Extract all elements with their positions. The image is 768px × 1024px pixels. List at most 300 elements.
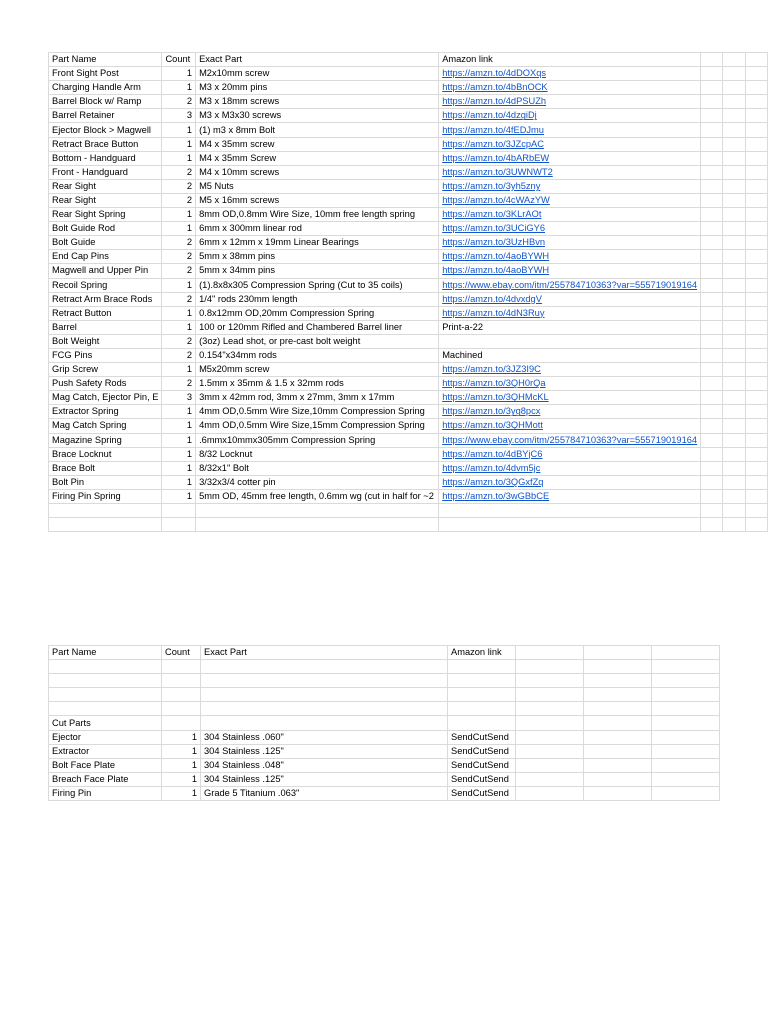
empty-cell[interactable] (745, 193, 767, 207)
empty-cell[interactable] (701, 433, 723, 447)
empty-cell[interactable] (701, 320, 723, 334)
empty-cell[interactable] (584, 744, 652, 758)
part-name-cell[interactable]: Bolt Face Plate (49, 758, 162, 772)
part-name-cell[interactable]: Front Sight Post (49, 67, 162, 81)
part-name-cell[interactable]: Magazine Spring (49, 433, 162, 447)
empty-cell[interactable] (745, 419, 767, 433)
amazon-link-cell[interactable] (439, 518, 701, 532)
empty-cell[interactable] (745, 433, 767, 447)
amazon-link[interactable]: https://amzn.to/3QH0rQa (442, 378, 546, 389)
empty-cell[interactable] (745, 67, 767, 81)
amazon-link-cell[interactable] (439, 236, 701, 250)
empty-cell[interactable] (745, 391, 767, 405)
amazon-link-cell[interactable] (439, 165, 701, 179)
exact-part-cell[interactable] (201, 702, 448, 716)
count-cell[interactable]: 2 (162, 236, 196, 250)
amazon-link-cell[interactable] (439, 208, 701, 222)
empty-cell[interactable] (723, 292, 745, 306)
amazon-link[interactable]: https://amzn.to/3yg8pcx (442, 406, 541, 417)
empty-cell[interactable] (516, 688, 584, 702)
amazon-link[interactable]: https://amzn.to/4dvm5jc (442, 462, 541, 473)
exact-part-cell[interactable] (201, 674, 448, 688)
empty-cell[interactable] (745, 151, 767, 165)
exact-part-cell[interactable]: 304 Stainless .048" (201, 758, 448, 772)
count-cell[interactable]: 1 (162, 278, 196, 292)
empty-cell[interactable] (701, 264, 723, 278)
empty-cell[interactable] (701, 109, 723, 123)
empty-cell[interactable] (701, 419, 723, 433)
count-cell[interactable]: 1 (162, 475, 196, 489)
part-name-cell[interactable]: Firing Pin Spring (49, 489, 162, 503)
exact-part-cell[interactable]: M3 x M3x30 screws (196, 109, 439, 123)
amazon-link-cell[interactable]: Machined (439, 348, 701, 362)
amazon-link-cell[interactable] (448, 674, 516, 688)
empty-cell[interactable] (745, 363, 767, 377)
empty-cell[interactable] (701, 334, 723, 348)
count-cell[interactable]: 1 (162, 461, 196, 475)
empty-cell[interactable] (701, 391, 723, 405)
exact-part-cell[interactable]: M4 x 35mm screw (196, 137, 439, 151)
empty-cell[interactable] (701, 278, 723, 292)
amazon-link[interactable]: https://amzn.to/3UzHBvn (442, 237, 546, 248)
empty-cell[interactable] (701, 504, 723, 518)
empty-cell[interactable] (745, 489, 767, 503)
header-amazon-link[interactable]: Amazon link (439, 53, 701, 67)
empty-cell[interactable] (723, 165, 745, 179)
empty-cell[interactable] (516, 744, 584, 758)
part-name-cell[interactable]: Bolt Guide Rod (49, 222, 162, 236)
amazon-link[interactable]: https://amzn.to/3yh5zny (442, 180, 541, 191)
count-cell[interactable]: 1 (162, 208, 196, 222)
part-name-cell[interactable]: Mag Catch Spring (49, 419, 162, 433)
empty-cell[interactable] (745, 81, 767, 95)
empty-cell[interactable] (723, 334, 745, 348)
amazon-link-cell[interactable] (439, 391, 701, 405)
empty-cell[interactable] (745, 53, 767, 67)
amazon-link[interactable]: https://amzn.to/4dBYjC6 (442, 448, 543, 459)
amazon-link-cell[interactable] (439, 109, 701, 123)
empty-cell[interactable] (745, 222, 767, 236)
part-name-cell[interactable]: Bolt Pin (49, 475, 162, 489)
empty-cell[interactable] (723, 109, 745, 123)
count-cell[interactable] (162, 688, 201, 702)
amazon-link-cell[interactable]: SendCutSend (448, 744, 516, 758)
part-name-cell[interactable]: Barrel Block w/ Ramp (49, 95, 162, 109)
amazon-link[interactable]: https://amzn.to/4bBnOCK (442, 82, 548, 93)
empty-cell[interactable] (701, 447, 723, 461)
count-cell[interactable]: 1 (162, 405, 196, 419)
exact-part-cell[interactable] (201, 660, 448, 674)
empty-cell[interactable] (584, 786, 652, 800)
empty-cell[interactable] (723, 461, 745, 475)
header-count[interactable]: Count (162, 646, 201, 660)
part-name-cell[interactable]: Rear Sight Spring (49, 208, 162, 222)
empty-cell[interactable] (745, 518, 767, 532)
part-name-cell[interactable] (49, 702, 162, 716)
empty-cell[interactable] (652, 702, 720, 716)
empty-cell[interactable] (516, 772, 584, 786)
empty-cell[interactable] (745, 461, 767, 475)
amazon-link-cell[interactable] (439, 475, 701, 489)
count-cell[interactable] (162, 518, 196, 532)
empty-cell[interactable] (584, 716, 652, 730)
empty-cell[interactable] (745, 109, 767, 123)
count-cell[interactable]: 2 (162, 193, 196, 207)
empty-cell[interactable] (701, 377, 723, 391)
empty-cell[interactable] (652, 730, 720, 744)
empty-cell[interactable] (723, 53, 745, 67)
empty-cell[interactable] (516, 674, 584, 688)
exact-part-cell[interactable]: 0.8x12mm OD,20mm Compression Spring (196, 306, 439, 320)
amazon-link-cell[interactable] (439, 250, 701, 264)
empty-cell[interactable] (745, 377, 767, 391)
amazon-link[interactable]: https://amzn.to/3JZ3I9C (442, 364, 541, 375)
empty-cell[interactable] (723, 236, 745, 250)
exact-part-cell[interactable]: 3/32x3/4 cotter pin (196, 475, 439, 489)
count-cell[interactable]: 3 (162, 391, 196, 405)
empty-cell[interactable] (723, 278, 745, 292)
empty-cell[interactable] (701, 53, 723, 67)
amazon-link-cell[interactable]: Print-a-22 (439, 320, 701, 334)
amazon-link-cell[interactable]: SendCutSend (448, 730, 516, 744)
empty-cell[interactable] (723, 504, 745, 518)
empty-cell[interactable] (701, 348, 723, 362)
empty-cell[interactable] (516, 716, 584, 730)
count-cell[interactable] (162, 716, 201, 730)
count-cell[interactable]: 1 (162, 419, 196, 433)
exact-part-cell[interactable]: (1).8x8x305 Compression Spring (Cut to 35 coils) (196, 278, 439, 292)
empty-cell[interactable] (723, 363, 745, 377)
count-cell[interactable]: 1 (162, 489, 196, 503)
empty-cell[interactable] (652, 772, 720, 786)
amazon-link-cell[interactable] (439, 334, 701, 348)
empty-cell[interactable] (701, 518, 723, 532)
amazon-link[interactable]: https://amzn.to/4dN3Ruy (442, 307, 545, 318)
empty-cell[interactable] (723, 475, 745, 489)
amazon-link-cell[interactable] (439, 433, 701, 447)
empty-cell[interactable] (723, 193, 745, 207)
empty-cell[interactable] (745, 123, 767, 137)
part-name-cell[interactable]: Barrel Retainer (49, 109, 162, 123)
empty-cell[interactable] (723, 320, 745, 334)
count-cell[interactable]: 1 (162, 758, 201, 772)
exact-part-cell[interactable]: M5 Nuts (196, 179, 439, 193)
empty-cell[interactable] (745, 334, 767, 348)
empty-cell[interactable] (584, 772, 652, 786)
empty-cell[interactable] (723, 151, 745, 165)
count-cell[interactable]: 2 (162, 334, 196, 348)
empty-cell[interactable] (701, 95, 723, 109)
count-cell[interactable]: 2 (162, 165, 196, 179)
count-cell[interactable]: 1 (162, 81, 196, 95)
empty-cell[interactable] (745, 292, 767, 306)
empty-cell[interactable] (723, 264, 745, 278)
count-cell[interactable]: 2 (162, 250, 196, 264)
part-name-cell[interactable]: Recoil Spring (49, 278, 162, 292)
empty-cell[interactable] (701, 193, 723, 207)
empty-cell[interactable] (723, 208, 745, 222)
empty-cell[interactable] (723, 391, 745, 405)
empty-cell[interactable] (701, 222, 723, 236)
exact-part-cell[interactable]: 8/32 Locknut (196, 447, 439, 461)
part-name-cell[interactable]: Front - Handguard (49, 165, 162, 179)
amazon-link[interactable]: https://amzn.to/4dDOXqs (442, 68, 547, 79)
part-name-cell[interactable]: Brace Bolt (49, 461, 162, 475)
part-name-cell[interactable]: Ejector Block > Magwell (49, 123, 162, 137)
amazon-link-cell[interactable] (439, 419, 701, 433)
empty-cell[interactable] (652, 660, 720, 674)
amazon-link-cell[interactable] (439, 264, 701, 278)
part-name-cell[interactable] (49, 688, 162, 702)
empty-cell[interactable] (701, 475, 723, 489)
amazon-link-cell[interactable] (439, 292, 701, 306)
empty-cell[interactable] (701, 165, 723, 179)
empty-cell[interactable] (745, 348, 767, 362)
amazon-link-cell[interactable] (439, 137, 701, 151)
amazon-link-cell[interactable]: SendCutSend (448, 786, 516, 800)
empty-cell[interactable] (745, 250, 767, 264)
empty-cell[interactable] (745, 278, 767, 292)
amazon-link-cell[interactable] (448, 716, 516, 730)
exact-part-cell[interactable]: M4 x 35mm Screw (196, 151, 439, 165)
amazon-link[interactable]: https://amzn.to/4aoBYWH (442, 265, 550, 276)
count-cell[interactable]: 1 (162, 447, 196, 461)
part-name-cell[interactable] (49, 518, 162, 532)
amazon-link[interactable]: https://amzn.to/4bARbEW (442, 152, 550, 163)
amazon-link[interactable]: https://amzn.to/3QHMott (442, 420, 543, 431)
part-name-cell[interactable]: Breach Face Plate (49, 772, 162, 786)
exact-part-cell[interactable]: 5mm x 34mm pins (196, 264, 439, 278)
empty-cell[interactable] (652, 744, 720, 758)
count-cell[interactable]: 1 (162, 363, 196, 377)
exact-part-cell[interactable]: 3mm x 42mm rod, 3mm x 27mm, 3mm x 17mm (196, 391, 439, 405)
empty-cell[interactable] (701, 489, 723, 503)
count-cell[interactable] (162, 504, 196, 518)
empty-cell[interactable] (584, 660, 652, 674)
empty-cell[interactable] (745, 504, 767, 518)
part-name-cell[interactable] (49, 504, 162, 518)
part-name-cell[interactable]: Charging Handle Arm (49, 81, 162, 95)
exact-part-cell[interactable]: M3 x 20mm pins (196, 81, 439, 95)
count-cell[interactable]: 1 (162, 222, 196, 236)
empty-cell[interactable] (723, 405, 745, 419)
exact-part-cell[interactable]: Grade 5 Titanium .063" (201, 786, 448, 800)
count-cell[interactable]: 2 (162, 292, 196, 306)
part-name-cell[interactable] (49, 674, 162, 688)
count-cell[interactable] (162, 702, 201, 716)
amazon-link-cell[interactable] (439, 179, 701, 193)
empty-cell[interactable] (723, 222, 745, 236)
empty-cell[interactable] (723, 489, 745, 503)
amazon-link-cell[interactable] (439, 95, 701, 109)
count-cell[interactable]: 1 (162, 744, 201, 758)
empty-cell[interactable] (652, 674, 720, 688)
amazon-link-cell[interactable] (448, 688, 516, 702)
empty-cell[interactable] (584, 674, 652, 688)
amazon-link[interactable]: https://amzn.to/4dPSUZh (442, 96, 547, 107)
empty-cell[interactable] (652, 688, 720, 702)
empty-cell[interactable] (584, 758, 652, 772)
amazon-link-cell[interactable] (439, 504, 701, 518)
exact-part-cell[interactable]: 6mm x 300mm linear rod (196, 222, 439, 236)
part-name-cell[interactable]: Bolt Weight (49, 334, 162, 348)
exact-part-cell[interactable] (201, 688, 448, 702)
amazon-link-cell[interactable] (439, 377, 701, 391)
empty-cell[interactable] (516, 758, 584, 772)
amazon-link[interactable]: https://amzn.to/4dvxdgV (442, 293, 542, 304)
empty-cell[interactable] (701, 363, 723, 377)
count-cell[interactable]: 1 (162, 306, 196, 320)
exact-part-cell[interactable]: 5mm x 38mm pins (196, 250, 439, 264)
amazon-link[interactable]: https://amzn.to/3UCiGY6 (442, 223, 546, 234)
part-name-cell[interactable]: Retract Arm Brace Rods (49, 292, 162, 306)
part-name-cell[interactable]: End Cap Pins (49, 250, 162, 264)
amazon-link-cell[interactable] (448, 702, 516, 716)
empty-cell[interactable] (701, 236, 723, 250)
amazon-link[interactable]: https://www.ebay.com/itm/255784710363?var=555719019164 (442, 434, 698, 445)
exact-part-cell[interactable]: 8/32x1" Bolt (196, 461, 439, 475)
part-name-cell[interactable]: Cut Parts (49, 716, 162, 730)
empty-cell[interactable] (701, 151, 723, 165)
exact-part-cell[interactable]: (3oz) Lead shot, or pre-cast bolt weight (196, 334, 439, 348)
amazon-link[interactable]: https://www.ebay.com/itm/255784710363?var=555719019164 (442, 279, 698, 290)
empty-cell[interactable] (652, 716, 720, 730)
count-cell[interactable]: 1 (162, 772, 201, 786)
exact-part-cell[interactable]: 304 Stainless .060" (201, 730, 448, 744)
empty-cell[interactable] (745, 405, 767, 419)
exact-part-cell[interactable]: 304 Stainless .125" (201, 744, 448, 758)
count-cell[interactable] (162, 674, 201, 688)
part-name-cell[interactable]: Magwell and Upper Pin (49, 264, 162, 278)
count-cell[interactable]: 2 (162, 95, 196, 109)
amazon-link-cell[interactable] (439, 193, 701, 207)
empty-cell[interactable] (745, 320, 767, 334)
exact-part-cell[interactable]: .6mmx10mmx305mm Compression Spring (196, 433, 439, 447)
exact-part-cell[interactable]: 5mm OD, 45mm free length, 0.6mm wg (cut in half for ~2 (196, 489, 439, 503)
empty-cell[interactable] (701, 137, 723, 151)
empty-cell[interactable] (516, 660, 584, 674)
exact-part-cell[interactable]: 6mm x 12mm x 19mm Linear Bearings (196, 236, 439, 250)
amazon-link-cell[interactable] (439, 222, 701, 236)
amazon-link-cell[interactable] (439, 278, 701, 292)
header-exact-part[interactable]: Exact Part (196, 53, 439, 67)
count-cell[interactable]: 2 (162, 179, 196, 193)
empty-cell[interactable] (745, 306, 767, 320)
part-name-cell[interactable]: Bolt Guide (49, 236, 162, 250)
empty-cell[interactable] (701, 250, 723, 264)
empty-cell[interactable] (723, 123, 745, 137)
empty-cell[interactable] (723, 137, 745, 151)
empty-cell[interactable] (701, 123, 723, 137)
exact-part-cell[interactable] (201, 716, 448, 730)
empty-cell[interactable] (745, 165, 767, 179)
part-name-cell[interactable]: Retract Button (49, 306, 162, 320)
part-name-cell[interactable]: Extractor Spring (49, 405, 162, 419)
part-name-cell[interactable]: Grip Screw (49, 363, 162, 377)
amazon-link-cell[interactable] (439, 363, 701, 377)
empty-cell[interactable] (745, 137, 767, 151)
part-name-cell[interactable]: FCG Pins (49, 348, 162, 362)
empty-cell[interactable] (701, 208, 723, 222)
empty-cell[interactable] (723, 377, 745, 391)
exact-part-cell[interactable]: 304 Stainless .125" (201, 772, 448, 786)
count-cell[interactable]: 1 (162, 730, 201, 744)
amazon-link[interactable]: https://amzn.to/3JZcpAC (442, 138, 544, 149)
empty-cell[interactable] (723, 306, 745, 320)
part-name-cell[interactable]: Bottom - Handguard (49, 151, 162, 165)
empty-cell[interactable] (701, 81, 723, 95)
count-cell[interactable]: 3 (162, 109, 196, 123)
exact-part-cell[interactable] (196, 518, 439, 532)
empty-cell[interactable] (584, 646, 652, 660)
amazon-link[interactable]: https://amzn.to/3KLrAOt (442, 209, 542, 220)
amazon-link-cell[interactable] (439, 306, 701, 320)
amazon-link[interactable]: https://amzn.to/4aoBYWH (442, 251, 550, 262)
part-name-cell[interactable]: Rear Sight (49, 179, 162, 193)
header-part-name[interactable]: Part Name (49, 53, 162, 67)
empty-cell[interactable] (701, 179, 723, 193)
exact-part-cell[interactable]: 1/4" rods 230mm length (196, 292, 439, 306)
empty-cell[interactable] (516, 730, 584, 744)
empty-cell[interactable] (701, 306, 723, 320)
empty-cell[interactable] (701, 405, 723, 419)
header-exact-part[interactable]: Exact Part (201, 646, 448, 660)
empty-cell[interactable] (745, 447, 767, 461)
empty-cell[interactable] (723, 81, 745, 95)
empty-cell[interactable] (701, 461, 723, 475)
empty-cell[interactable] (723, 67, 745, 81)
amazon-link-cell[interactable]: SendCutSend (448, 758, 516, 772)
amazon-link[interactable]: https://amzn.to/3QGxfZq (442, 476, 544, 487)
count-cell[interactable]: 2 (162, 264, 196, 278)
count-cell[interactable]: 1 (162, 123, 196, 137)
count-cell[interactable]: 1 (162, 67, 196, 81)
empty-cell[interactable] (723, 348, 745, 362)
amazon-link[interactable]: https://amzn.to/3wGBbCE (442, 490, 550, 501)
header-count[interactable]: Count (162, 53, 196, 67)
part-name-cell[interactable]: Retract Brace Button (49, 137, 162, 151)
exact-part-cell[interactable]: 100 or 120mm Rifled and Chambered Barrel liner (196, 320, 439, 334)
amazon-link-cell[interactable]: SendCutSend (448, 772, 516, 786)
part-name-cell[interactable]: Brace Locknut (49, 447, 162, 461)
part-name-cell[interactable]: Extractor (49, 744, 162, 758)
part-name-cell[interactable] (49, 660, 162, 674)
part-name-cell[interactable]: Push Safety Rods (49, 377, 162, 391)
part-name-cell[interactable]: Mag Catch, Ejector Pin, E (49, 391, 162, 405)
amazon-link[interactable]: https://amzn.to/4fEDJmu (442, 124, 544, 135)
count-cell[interactable]: 2 (162, 377, 196, 391)
amazon-link-cell[interactable] (439, 489, 701, 503)
exact-part-cell[interactable]: M3 x 18mm screws (196, 95, 439, 109)
empty-cell[interactable] (652, 786, 720, 800)
empty-cell[interactable] (701, 292, 723, 306)
exact-part-cell[interactable]: 4mm OD,0.5mm Wire Size,15mm Compression Spring (196, 419, 439, 433)
amazon-link-cell[interactable] (448, 660, 516, 674)
part-name-cell[interactable]: Ejector (49, 730, 162, 744)
empty-cell[interactable] (516, 702, 584, 716)
empty-cell[interactable] (745, 179, 767, 193)
amazon-link-cell[interactable] (439, 67, 701, 81)
empty-cell[interactable] (701, 67, 723, 81)
exact-part-cell[interactable]: 1.5mm x 35mm & 1.5 x 32mm rods (196, 377, 439, 391)
empty-cell[interactable] (652, 758, 720, 772)
empty-cell[interactable] (745, 236, 767, 250)
empty-cell[interactable] (723, 433, 745, 447)
empty-cell[interactable] (516, 646, 584, 660)
empty-cell[interactable] (652, 646, 720, 660)
empty-cell[interactable] (745, 264, 767, 278)
exact-part-cell[interactable]: 8mm OD,0.8mm Wire Size, 10mm free length spring (196, 208, 439, 222)
